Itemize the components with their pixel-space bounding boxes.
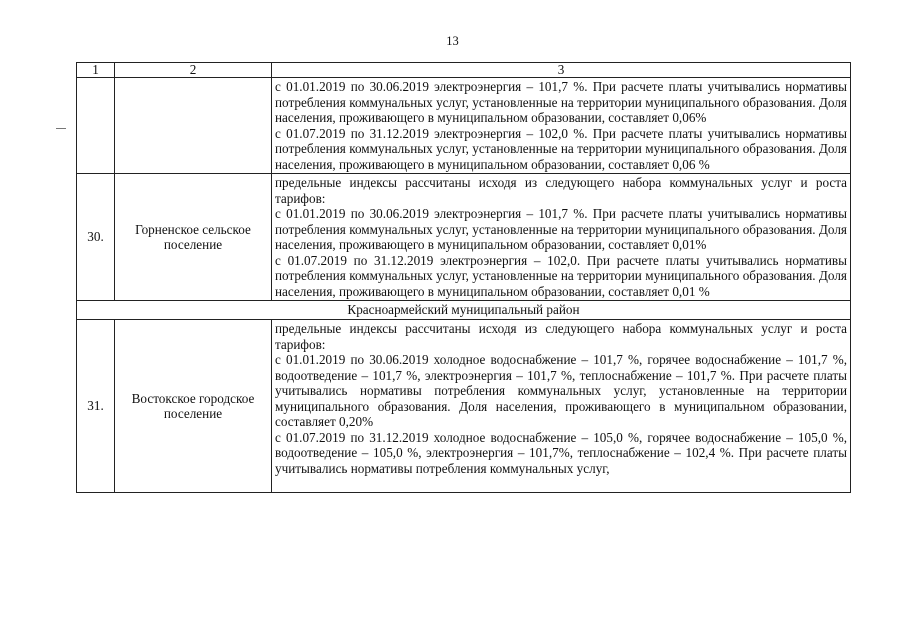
paragraph: с 01.01.2019 по 30.06.2019 электроэнергия – 101,7 %. При расчете платы учитывались нормативы потребления коммунальных услуг, установленные на территории муниципального образования. Доля населения, проживающего в муниципальном образовании, составляет 0,01% bbox=[275, 206, 847, 252]
municipality-name: Горненское сельское поселение bbox=[115, 174, 272, 301]
paragraph: с 01.07.2019 по 31.12.2019 электроэнергия – 102,0 %. При расчете платы учитывались нормативы потребления коммунальных услуг, установленные на территории муниципального образования. Доля населения, проживающего в муниципальном образовании, составляет 0,06 % bbox=[275, 125, 847, 172]
paragraph: предельные индексы рассчитаны исходя из следующего набора коммунальных услуг и роста тарифов: bbox=[275, 175, 847, 206]
row-description bbox=[272, 320, 851, 493]
district-row bbox=[77, 301, 851, 320]
description-clip bbox=[275, 321, 847, 491]
paragraph: с 01.07.2019 по 31.12.2019 холодное водоснабжение – 105,0 %, горячее водоснабжение – 105,0 %, водоотведение – 105,0 %, электроэнергия – 101,7%, теплоснабжение – 102,4 %. При расчете платы учитывались нормативы потребления коммунальных услуг, bbox=[275, 429, 847, 476]
district-name: Красноармейский муниципальный район bbox=[77, 301, 851, 320]
margin-mark bbox=[56, 128, 66, 129]
municipality-name: Востокское городское поселение bbox=[115, 320, 272, 493]
page-number: 13 bbox=[446, 34, 459, 48]
row-number: 30. bbox=[77, 174, 115, 301]
header-col-1: 1 bbox=[77, 63, 115, 78]
paragraph: с 01.01.2019 по 30.06.2019 холодное водоснабжение – 101,7 %, горячее водоснабжение – 101,7 %, водоотведение – 101,7 %, электроэнергия – 101,7 %, теплоснабжение – 101,7 %. При расчете платы учитывались нормативы потребления коммунальных услуг, установленные на территории муниципального образования. Доля населения, проживающего в муниципальном образовании, составляет 0,20% bbox=[275, 352, 847, 429]
header-col-3: 3 bbox=[272, 63, 851, 78]
table-row-31 bbox=[77, 320, 851, 493]
table-row-continuation bbox=[77, 78, 851, 174]
row-number: 31. bbox=[77, 320, 115, 493]
row-description bbox=[272, 174, 851, 301]
paragraph: предельные индексы рассчитаны исходя из следующего набора коммунальных услуг и роста тарифов: bbox=[275, 321, 847, 352]
tariff-table bbox=[76, 62, 851, 493]
table-header-row bbox=[77, 63, 851, 78]
row-description bbox=[272, 78, 851, 174]
header-col-2: 2 bbox=[115, 63, 272, 78]
paragraph: с 01.01.2019 по 30.06.2019 электроэнергия – 101,7 %. При расчете платы учитывались нормативы потребления коммунальных услуг, установленные на территории муниципального образования. Доля населения, проживающего в муниципальном образовании, составляет 0,06% bbox=[275, 79, 847, 125]
table-row-30 bbox=[77, 174, 851, 301]
row-number-empty bbox=[77, 78, 115, 174]
paragraph: с 01.07.2019 по 31.12.2019 электроэнергия – 102,0. При расчете платы учитывались нормативы потребления коммунальных услуг, установленные на территории муниципального образования. Доля населения, проживающего в муниципальном образовании, составляет 0,01 % bbox=[275, 252, 847, 299]
row-name-empty bbox=[115, 78, 272, 174]
